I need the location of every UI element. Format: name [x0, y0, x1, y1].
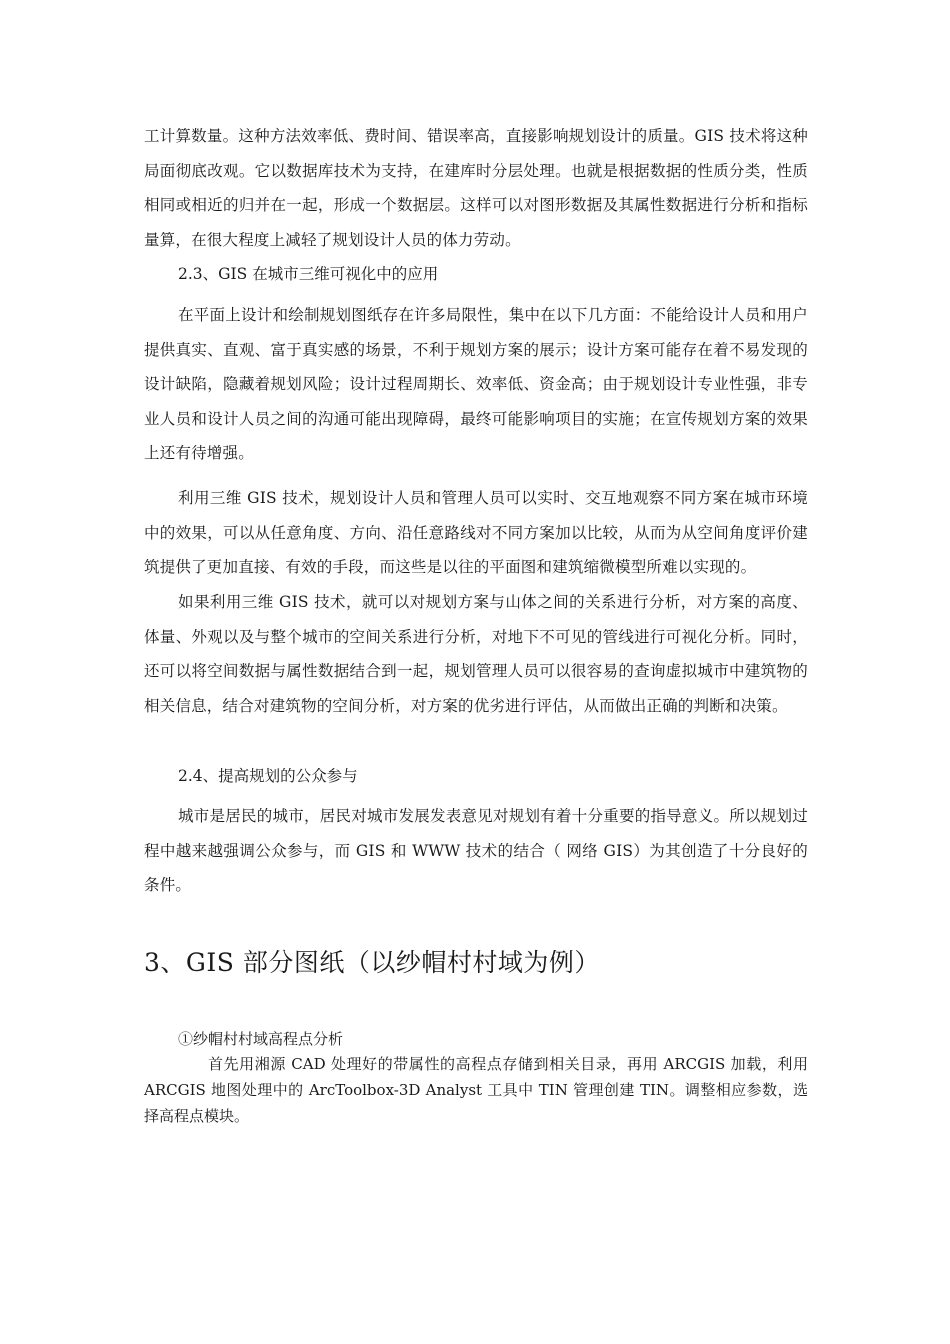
paragraph-2-3-3d-gis: 利用三维 GIS 技术，规划设计人员和管理人员可以实时、交互地观察不同方案在城市环境中的效果，可以从任意角度、方向、沿任意路线对不同方案加以比较，从而为从空间角度评价建筑提供了更加直接、有效的手段，而这些是以往的平面图和建筑缩微模型所难以实现的。: [144, 489, 808, 576]
paragraph-elevation-method: 首先用湘源 CAD 处理好的带属性的高程点存储到相关目录，再用 ARCGIS 加载，利用 ARCGIS 地图处理中的 ArcToolbox-3D Analyst 工具中 TIN 管理创建 TIN。调整相应参数，选择高程点模块。: [144, 1055, 808, 1125]
paragraph-intro: 工计算数量。这种方法效率低、费时间、错误率高，直接影响规划设计的质量。GIS 技术将这种局面彻底改观。它以数据库技术为支持，在建库时分层处理。也就是根据数据的性质分类，性质相同或相近的归并在一起，形成一个数据层。这样可以对图形数据及其属性数据进行分析和指标量算，在很大程度上减轻了规划设计人员的体力劳动。: [144, 127, 808, 249]
paragraph-2-4-public: 城市是居民的城市，居民对城市发展发表意见对规划有着十分重要的指导意义。所以规划过程中越来越强调公众参与，而 GIS 和 WWW 技术的结合（ 网络 GIS）为其创造了十分良好的条件。: [144, 807, 808, 894]
section-heading-2-4: 2.4、提高规划的公众参与: [178, 767, 358, 785]
chapter-heading-3: 3、GIS 部分图纸（以纱帽村村域为例）: [144, 948, 600, 977]
section-heading-elevation: ①纱帽村村域高程点分析: [178, 1030, 344, 1048]
paragraph-2-3-analysis: 如果利用三维 GIS 技术，就可以对规划方案与山体之间的关系进行分析，对方案的高度、体量、外观以及与整个城市的空间关系进行分析，对地下不可见的管线进行可视化分析。同时，还可以将空间数据与属性数据结合到一起，规划管理人员可以很容易的查询虚拟城市中建筑物的相关信息，结合对建筑物的空间分析，对方案的优劣进行评估，从而做出正确的判断和决策。: [144, 593, 808, 715]
section-heading-2-3: 2.3、GIS 在城市三维可视化中的应用: [178, 265, 439, 283]
paragraph-2-3-limitations: 在平面上设计和绘制规划图纸存在许多局限性，集中在以下几方面：不能给设计人员和用户提供真实、直观、富于真实感的场景，不利于规划方案的展示；设计方案可能存在着不易发现的设计缺陷，隐藏着规划风险；设计过程周期长、效率低、资金高；由于规划设计专业性强，非专业人员和设计人员之间的沟通可能出现障碍，最终可能影响项目的实施；在宣传规划方案的效果上还有待增强。: [144, 306, 808, 462]
